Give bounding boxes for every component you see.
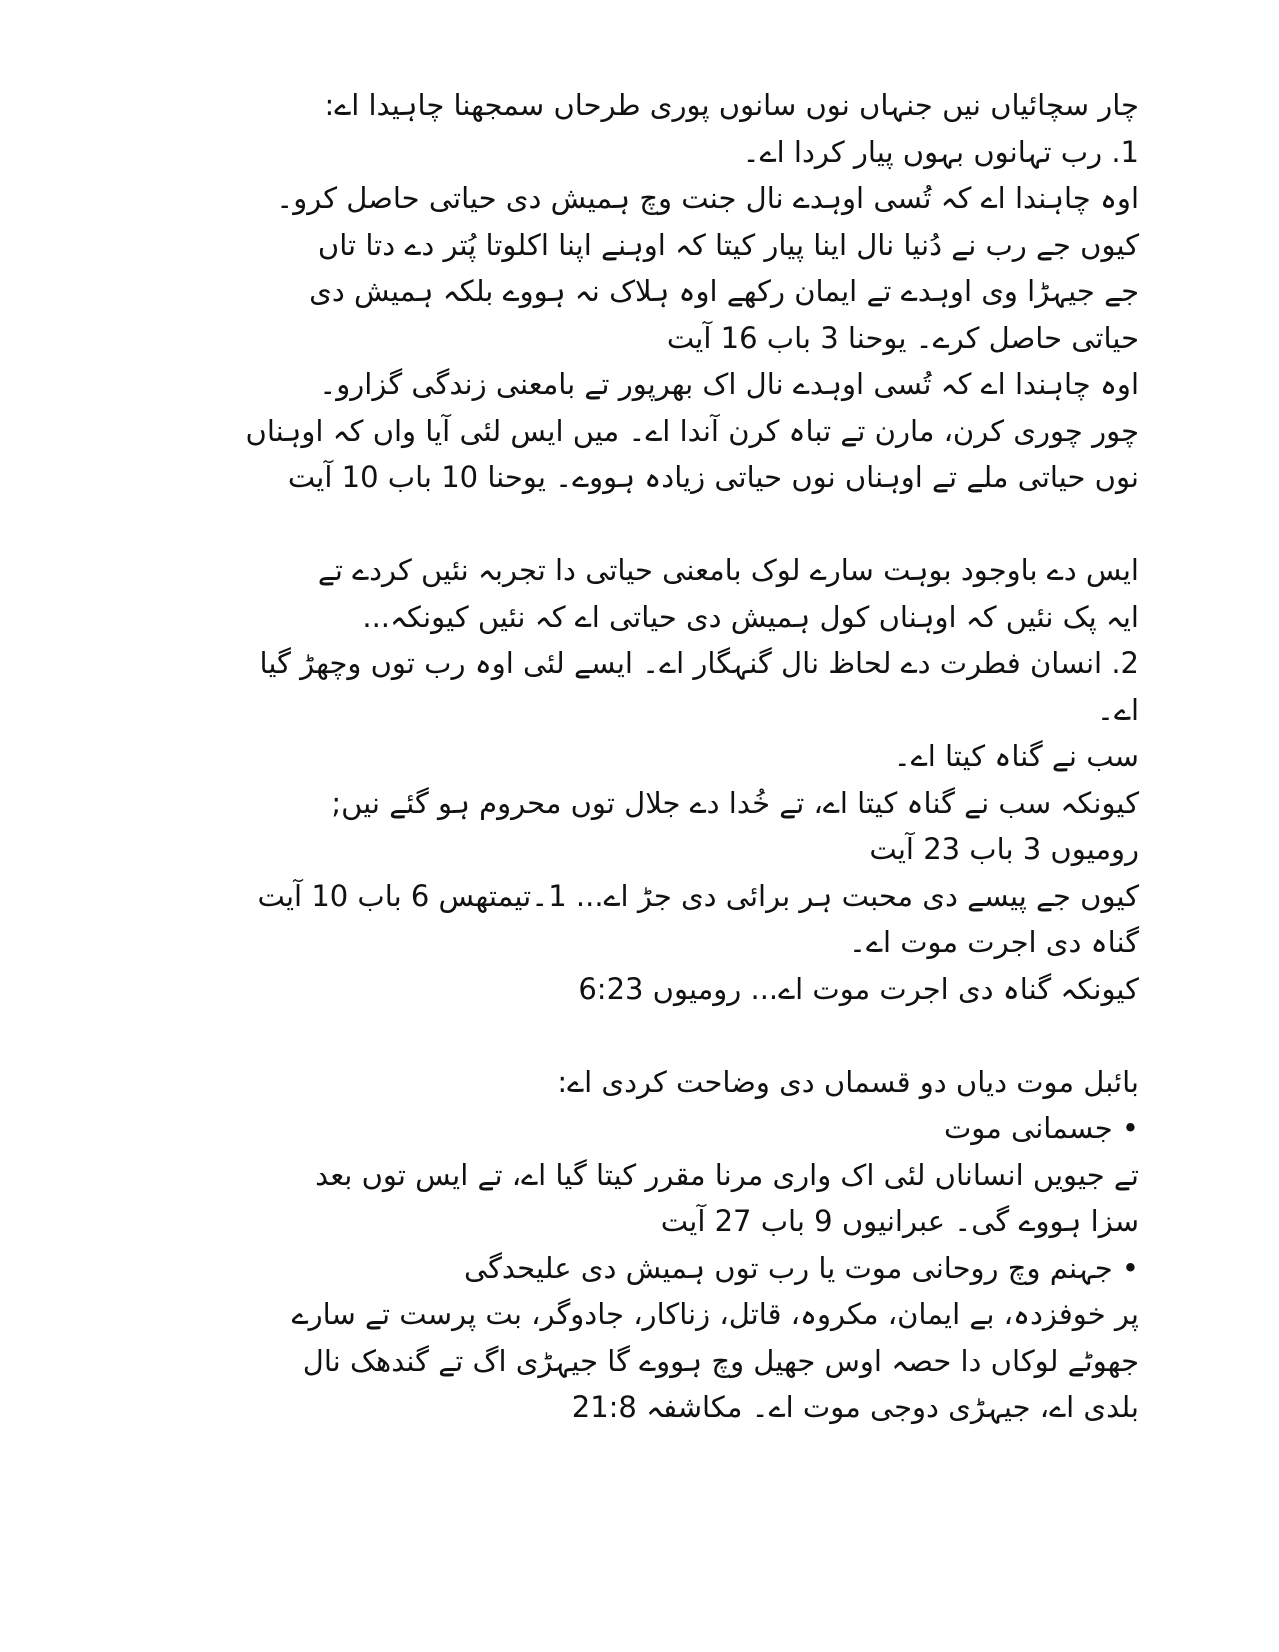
text-line: ایس دے باوجود بوہت سارے لوک بامعنی حیاتی دا تجربہ نئیں کردے تے	[317, 553, 1139, 587]
text-line: نوں حیاتی ملے تے اوہناں نوں حیاتی زیادہ ہووے۔ یوحنا 10 باب 10 آیت	[287, 460, 1139, 494]
text-line: رومیوں 3 باب 23 آیت	[869, 832, 1139, 866]
text-line: سب نے گناہ کیتا اے۔	[893, 739, 1139, 773]
text-line: کیونکہ گناہ دی اجرت موت اے... رومیوں 6:23	[578, 971, 1139, 1006]
text-line: • جسمانی موت	[944, 1111, 1139, 1145]
text-line: کیونکہ سب نے گناہ کیتا اے، تے خُدا دے جلال توں محروم ہو گئے نیں;	[331, 785, 1139, 820]
text-line: حیاتی حاصل کرے۔ یوحنا 3 باب 16 آیت	[666, 320, 1139, 355]
blank-line	[79, 501, 1139, 548]
text-line: سزا ہووے گی۔ عبرانیوں 9 باب 27 آیت	[660, 1204, 1139, 1238]
text-line: کیوں جے رب نے دُنیا نال اینا پیار کیتا کہ اوہنے اپنا اکلوتا پُتر دے دتا تاں	[317, 227, 1139, 262]
text-line: جھوٹے لوکاں دا حصہ اوس جھیل وچ ہووے گا جیہڑی اگ تے گندھک نال	[302, 1343, 1139, 1378]
text-line: ایہ پک نئیں کہ اوہناں کول ہمیش دی حیاتی اے کہ نئیں کیونکہ...	[362, 599, 1139, 634]
text-line: چور چوری کرن، مارن تے تباہ کرن آندا اے۔ میں ایس لئی آیا واں کہ اوہناں	[245, 413, 1139, 448]
text-line: 1. رب تہانوں بہوں پیار کردا اے۔	[742, 134, 1139, 169]
text-line: تے جیویں انساناں لئی اک واری مرنا مقرر کیتا گیا اے، تے ایس توں بعد	[315, 1157, 1139, 1192]
text-line: اوہ چاہندا اے کہ تُسی اوہدے نال اک بھرپور تے بامعنی زندگی گزارو۔	[319, 367, 1139, 401]
text-line: چار سچائیاں نیں جنہاں نوں سانوں پوری طرحاں سمجھنا چاہیدا اے:	[324, 88, 1139, 122]
text-line: پر خوفزدہ، بے ایمان، مکروہ، قاتل، زناکار، جادوگر، بت پرست تے سارے	[291, 1297, 1139, 1331]
body-text	[79, 82, 1139, 1431]
text-line: بائبل موت دیاں دو قسماں دی وضاحت کردی اے:	[557, 1064, 1139, 1099]
text-line: 2. انسان فطرت دے لحاظ نال گنہگار اے۔ ایسے لئی اوہ رب توں وچھڑ گیا	[259, 646, 1139, 680]
text-line: اوہ چاہندا اے کہ تُسی اوہدے نال جنت وچ ہمیش دی حیاتی حاصل کرو۔	[276, 181, 1139, 215]
blank-line	[79, 1012, 1139, 1059]
text-line: بلدی اے، جیہڑی دوجی موت اے۔ مکاشفہ 21:8	[571, 1390, 1139, 1424]
text-line: • جہنم وچ روحانی موت یا رب توں ہمیش دی علیحدگی	[463, 1250, 1139, 1285]
text-line: اے۔	[1096, 692, 1139, 727]
text-line: گناہ دی اجرت موت اے۔	[848, 925, 1139, 959]
text-line: کیوں جے پیسے دی محبت ہر برائی دی جڑ اے... 1۔تیمتھس 6 باب 10 آیت	[257, 878, 1139, 913]
text-line: جے جیہڑا وی اوہدے تے ایمان رکھے اوہ ہلاک نہ ہووے بلکہ ہمیش دی	[309, 274, 1139, 308]
